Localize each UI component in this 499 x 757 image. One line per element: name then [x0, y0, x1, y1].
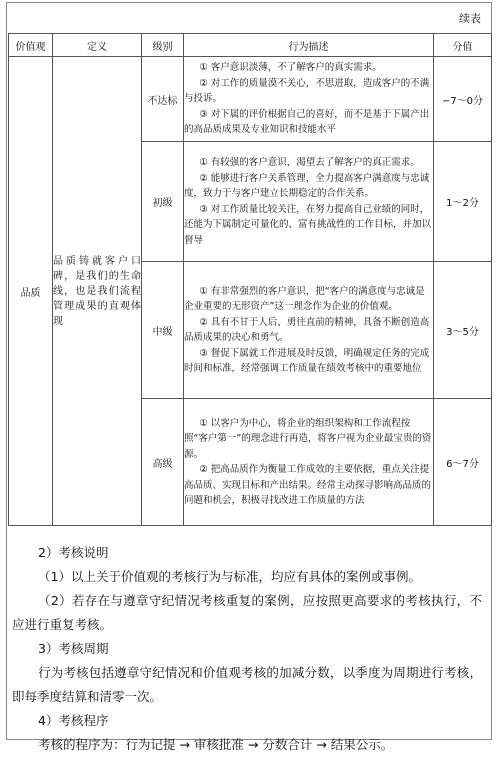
- values-assessment-table: [8, 33, 492, 526]
- note-2: （2）若存在与遵章守纪情况考核重复的案例，应按照更高要求的考核执行，不应进行重复考核。: [12, 593, 482, 632]
- level-cell: 初级: [142, 142, 184, 262]
- behavior-item: ① 客户意识淡薄，不了解客户的真实需求。: [199, 62, 382, 74]
- section-3-title: 3）考核周期: [38, 641, 109, 656]
- definition-cell: 品质铸就客户口碑，是我们的生命线，也是我们流程管理成果的直观体现: [53, 57, 142, 526]
- score-cell: 6～7分: [434, 399, 492, 526]
- level-cell: 不达标: [142, 57, 184, 142]
- behavior-item: ② 能够进行客户关系管理，全力提高客户满意度与忠诚度，致力于与客户建立长期稳定的合作关系。: [184, 172, 430, 199]
- behavior-item: ① 以客户为中心，将企业的组织架构和工作流程按照“客户第一”的理念进行再造，将客户视为企业最宝贵的资源。: [184, 417, 432, 460]
- assessment-notes: [12, 541, 482, 757]
- behavior-cell: [184, 57, 434, 142]
- note-1: （1）以上关于价值观的考核行为与标准，均应有具体的案例或事例。: [38, 569, 421, 584]
- section-4-title: 4）考核程序: [38, 713, 109, 728]
- period-text: 行为考核包括遵章守纪情况和价值观考核的加减分数，以季度为周期进行考核，即每季度结算和清零一次。: [12, 665, 482, 704]
- header-behavior: 行为描述: [184, 34, 434, 57]
- procedure-text: 考核的程序为：行为记提 → 审核批准 → 分数合计 → 结果公示。: [38, 737, 394, 752]
- behavior-item: ② 对工作的质量漠不关心，不思进取，造成客户的不满与投诉。: [184, 77, 430, 105]
- continued-label: 续表: [459, 12, 481, 25]
- behavior-cell: [184, 142, 434, 262]
- behavior-item: ③ 对下属的评价根据自己的喜好，而不是基于下属产出的高品质成果及专业知识和技能水平: [184, 108, 430, 136]
- behavior-item: ③ 对工作质量比较关注，在努力提高自己业绩的同时，还能为下属制定可量化的、富有挑战性的工作目标，并加以督导: [184, 203, 432, 246]
- table-header-row: [9, 34, 492, 57]
- header-score: 分值: [434, 34, 492, 57]
- behavior-item: ① 有较强的客户意识，渴望去了解客户的真正需求。: [199, 157, 420, 168]
- level-cell: 中级: [142, 262, 184, 399]
- behavior-item: ② 具有不甘于人后、勇往直前的精神，具备不断创造高品质成果的决心和勇气。: [184, 316, 430, 343]
- behavior-cell: [184, 399, 434, 526]
- section-2-title: 2）考核说明: [38, 545, 109, 560]
- score-cell: 1～2分: [434, 142, 492, 262]
- header-level: 级别: [142, 34, 184, 57]
- value-cell: 品质: [9, 57, 53, 526]
- header-value: 价值观: [9, 34, 53, 57]
- level-cell: 高级: [142, 399, 184, 526]
- behavior-item: ③ 督促下属就工作进展及时反馈，明确规定任务的完成时间和标准，经常强调工作质量在绩效考核中的重要地位: [184, 347, 430, 374]
- table-row: [9, 57, 492, 142]
- header-definition: 定义: [53, 34, 142, 57]
- score-cell: 3～5分: [434, 262, 492, 399]
- behavior-cell: [184, 262, 434, 399]
- behavior-item: ① 有非常强烈的客户意识，把“客户的满意度与忠诚是企业重要的无形资产”这一理念作为企业的价值观。: [184, 285, 425, 312]
- score-cell: −7～0分: [434, 57, 492, 142]
- behavior-item: ② 把高品质作为衡量工作成效的主要依据，重点关注提高品质、实现目标和产出结果。经常主动探寻影响高品质的问题和机会，积极寻找改进工作质量的方法: [184, 464, 432, 506]
